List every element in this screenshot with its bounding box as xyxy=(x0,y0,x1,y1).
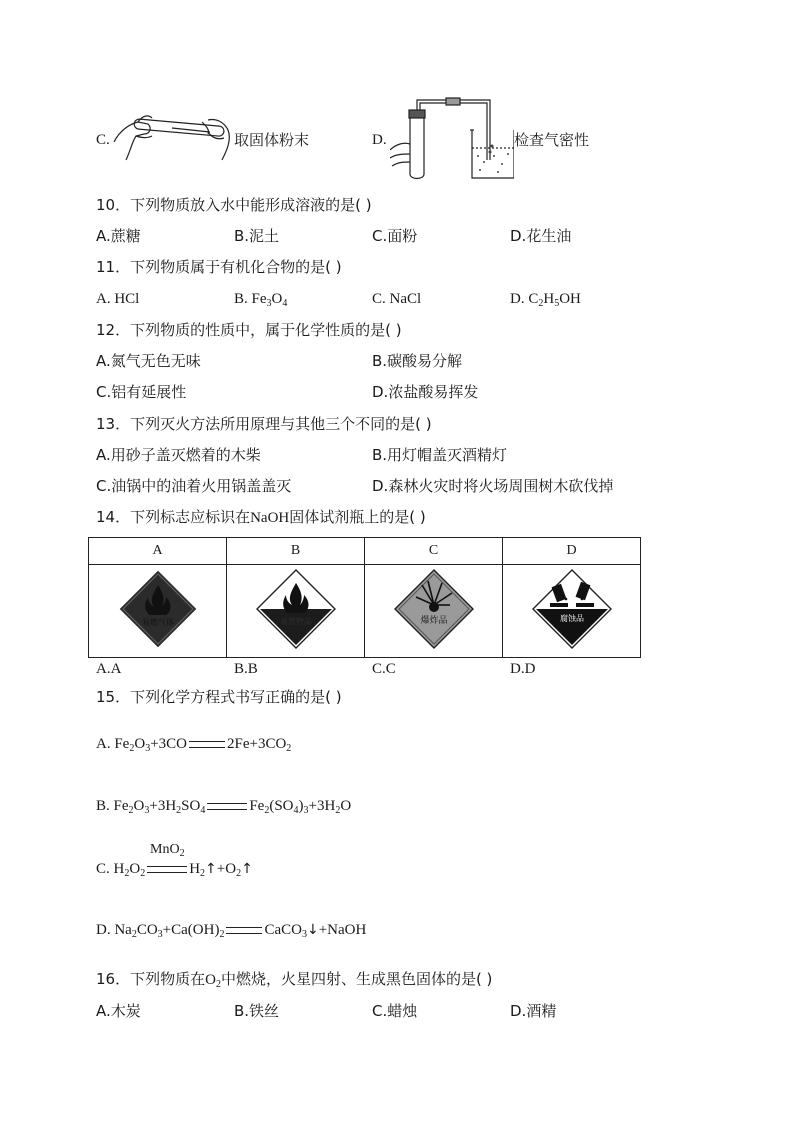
sign-cell-b xyxy=(227,565,365,658)
hazard-sign-table xyxy=(88,537,641,658)
table-header-a: A xyxy=(89,538,227,565)
q16-option-b[interactable]: B.铁丝 xyxy=(234,1002,280,1020)
flammable-gas-sign-icon xyxy=(116,567,200,651)
q10-option-b[interactable]: B.泥土 xyxy=(234,227,280,245)
q13-option-a[interactable]: A.用砂子盖灭燃着的木柴 xyxy=(96,446,261,464)
equals-sign-icon xyxy=(147,866,187,873)
q16-stem: 16．下列物质在$O_2$中燃烧，火星四射、生成黑色固体的是( ) xyxy=(96,970,493,990)
hands-spatula-tube-illustration xyxy=(112,108,234,166)
sign-cell-a xyxy=(89,565,227,658)
q15-option-d[interactable]: D. $Na_2CO_3+Ca(OH)_2$ CaCO$_3$↓+NaOH xyxy=(96,922,367,940)
table-header-d: D xyxy=(503,538,641,565)
airtightness-apparatus-illustration xyxy=(390,96,514,182)
sign-b-label: 易燃物品 xyxy=(279,617,312,626)
sign-a-label: 易燃气体 xyxy=(141,618,174,627)
explosive-sign-icon xyxy=(392,567,476,651)
q13-option-d[interactable]: D.森林火灾时将火场周围树木砍伐掉 xyxy=(372,477,614,495)
q14-stem: 14．下列标志应标识在NaOH固体试剂瓶上的是( ) xyxy=(96,508,426,526)
q12-option-c[interactable]: C.铝有延展性 xyxy=(96,383,187,401)
q9-option-d-caption: 检查气密性 xyxy=(514,131,590,149)
gas-arrow-up-icon: ↑ xyxy=(241,861,253,877)
q15-option-a[interactable]: A. $Fe_2O_3+3CO$ $2Fe+3CO_2$ xyxy=(96,736,292,754)
sign-cell-d xyxy=(503,565,641,658)
q14-option-b[interactable]: B.B xyxy=(234,661,258,677)
equals-sign-icon xyxy=(226,927,262,934)
q11-option-d[interactable]: D. $C_2H_5OH$ xyxy=(510,291,581,309)
q13-option-c[interactable]: C.油锅中的油着火用锅盖盖灭 xyxy=(96,477,292,495)
precipitate-arrow-down-icon: ↓ xyxy=(306,922,319,938)
gas-arrow-up-icon: ↑ xyxy=(205,861,217,877)
q11-option-a[interactable]: A. HCl xyxy=(96,291,140,307)
q15-stem: 15．下列化学方程式书写正确的是( ) xyxy=(96,688,342,706)
corrosive-sign-icon xyxy=(530,567,614,651)
q10-option-d[interactable]: D.花生油 xyxy=(510,227,572,245)
q12-stem: 12．下列物质的性质中，属于化学性质的是( ) xyxy=(96,321,402,339)
q11-option-b[interactable]: B. $Fe_3O_4$ xyxy=(234,291,288,309)
q15-option-c[interactable]: C. $H_2O_2$ $H_2↑+O_2↑$ xyxy=(96,861,253,879)
q11-option-c[interactable]: C. NaCl xyxy=(372,291,422,307)
equals-sign-icon xyxy=(207,803,247,810)
sign-c-label: 爆炸品 xyxy=(419,616,448,626)
q10-option-a[interactable]: A.蔗糖 xyxy=(96,227,141,245)
q14-option-c[interactable]: C.C xyxy=(372,661,396,677)
q16-option-c[interactable]: C.蜡烛 xyxy=(372,1002,418,1020)
q11-stem: 11．下列物质属于有机化合物的是( ) xyxy=(96,258,342,276)
q12-option-b[interactable]: B.碳酸易分解 xyxy=(372,352,463,370)
q9-option-c-label: C. xyxy=(96,132,110,148)
q12-option-d[interactable]: D.浓盐酸易挥发 xyxy=(372,383,479,401)
table-header-c: C xyxy=(365,538,503,565)
q9-option-c-caption: 取固体粉末 xyxy=(234,131,310,149)
q10-option-c[interactable]: C.面粉 xyxy=(372,227,418,245)
q9-option-d-label: D. xyxy=(372,132,387,148)
equals-sign-icon xyxy=(189,741,225,748)
q15-option-b[interactable]: B. $Fe_2O_3+3H_2SO_4$ $Fe_2(SO_4)_3+3H_2O$ xyxy=(96,798,352,816)
q16-option-a[interactable]: A.木炭 xyxy=(96,1002,141,1020)
q13-stem: 13．下列灭火方法所用原理与其他三个不同的是( ) xyxy=(96,415,432,433)
q14-option-d[interactable]: D.D xyxy=(510,661,536,677)
q12-option-a[interactable]: A.氮气无色无味 xyxy=(96,352,201,370)
sign-d-label: 腐蚀品 xyxy=(559,614,584,623)
flammable-solid-sign-icon xyxy=(254,567,338,651)
q13-option-b[interactable]: B.用灯帽盖灭酒精灯 xyxy=(372,446,508,464)
sign-cell-c xyxy=(365,565,503,658)
q10-stem: 10．下列物质放入水中能形成溶液的是( ) xyxy=(96,196,372,214)
q15-catalyst-label: MnO$_2$ xyxy=(150,842,185,859)
q16-option-d[interactable]: D.酒精 xyxy=(510,1002,557,1020)
q14-option-a[interactable]: A.A xyxy=(96,661,122,677)
table-header-b: B xyxy=(227,538,365,565)
